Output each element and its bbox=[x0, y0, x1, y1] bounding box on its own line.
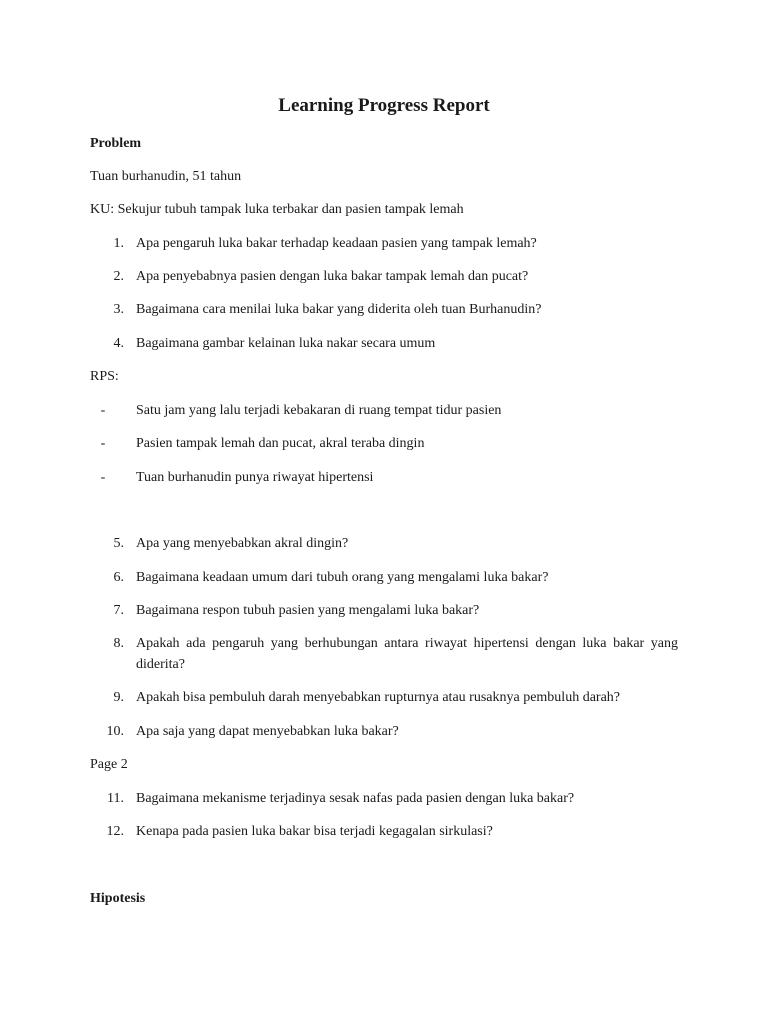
list-bullet: - bbox=[100, 403, 106, 418]
list-item bbox=[90, 567, 678, 588]
list-number: 11. bbox=[107, 791, 124, 806]
list-text: Bagaimana keadaan umum dari tubuh orang yang mengalami luka bakar? bbox=[136, 570, 549, 585]
list-number: 10. bbox=[106, 724, 124, 739]
document-title: Learning Progress Report bbox=[278, 95, 490, 116]
list-text: Apa penyebabnya pasien dengan luka bakar tampak lemah dan pucat? bbox=[136, 269, 529, 284]
list-item bbox=[90, 433, 678, 454]
list-text: Tuan burhanudin punya riwayat hipertensi bbox=[136, 470, 374, 485]
list-text: Bagaimana gambar kelainan luka nakar secara umum bbox=[136, 336, 436, 351]
list-number: 5. bbox=[113, 536, 124, 551]
list-item bbox=[90, 400, 678, 421]
list-item bbox=[90, 533, 678, 554]
patient-info: Tuan burhanudin, 51 tahun bbox=[90, 169, 242, 184]
list-text: Apa yang menyebabkan akral dingin? bbox=[136, 536, 349, 551]
list-text: Bagaimana respon tubuh pasien yang mengalami luka bakar? bbox=[136, 603, 480, 618]
list-number: 2. bbox=[113, 269, 124, 284]
list-number: 6. bbox=[113, 570, 124, 585]
list-text: Pasien tampak lemah dan pucat, akral teraba dingin bbox=[136, 436, 425, 451]
list-number: 12. bbox=[106, 824, 124, 839]
list-number: 8. bbox=[113, 636, 124, 651]
problem-heading: Problem bbox=[90, 136, 142, 151]
list-item bbox=[90, 333, 678, 354]
list-number: 7. bbox=[113, 603, 124, 618]
list-text: Kenapa pada pasien luka bakar bisa terjadi kegagalan sirkulasi? bbox=[136, 824, 493, 839]
list-text: Bagaimana cara menilai luka bakar yang diderita oleh tuan Burhanudin? bbox=[136, 302, 542, 317]
list-bullet: - bbox=[100, 436, 106, 451]
rps-label: RPS: bbox=[90, 369, 119, 384]
list-item bbox=[90, 788, 678, 809]
list-item bbox=[90, 467, 678, 488]
page-label: Page 2 bbox=[90, 757, 128, 772]
list-item bbox=[90, 721, 678, 742]
list-number: 4. bbox=[113, 336, 124, 351]
list-item bbox=[90, 299, 678, 320]
list-bullet: - bbox=[100, 470, 106, 485]
list-number: 9. bbox=[113, 690, 124, 705]
list-text: Apa pengaruh luka bakar terhadap keadaan pasien yang tampak lemah? bbox=[136, 236, 537, 251]
list-item bbox=[90, 600, 678, 621]
list-item bbox=[90, 266, 678, 287]
ku-statement: KU: Sekujur tubuh tampak luka terbakar dan pasien tampak lemah bbox=[90, 202, 464, 217]
list-text: Bagaimana mekanisme terjadinya sesak nafas pada pasien dengan luka bakar? bbox=[136, 791, 575, 806]
list-text: Apa saja yang dapat menyebabkan luka bakar? bbox=[136, 724, 399, 739]
list-item bbox=[90, 821, 678, 842]
list-text: Apakah ada pengaruh yang berhubungan antara riwayat hipertensi dengan luka bakar yang diderita? bbox=[136, 636, 678, 672]
list-item bbox=[90, 687, 678, 708]
list-item bbox=[90, 233, 678, 254]
list-item bbox=[90, 633, 678, 675]
list-text: Satu jam yang lalu terjadi kebakaran di ruang tempat tidur pasien bbox=[136, 403, 502, 418]
list-number: 3. bbox=[113, 302, 124, 317]
list-text: Apakah bisa pembuluh darah menyebabkan rupturnya atau rusaknya pembuluh darah? bbox=[136, 690, 620, 705]
list-number: 1. bbox=[113, 236, 124, 251]
hipotesis-heading: Hipotesis bbox=[90, 891, 146, 906]
